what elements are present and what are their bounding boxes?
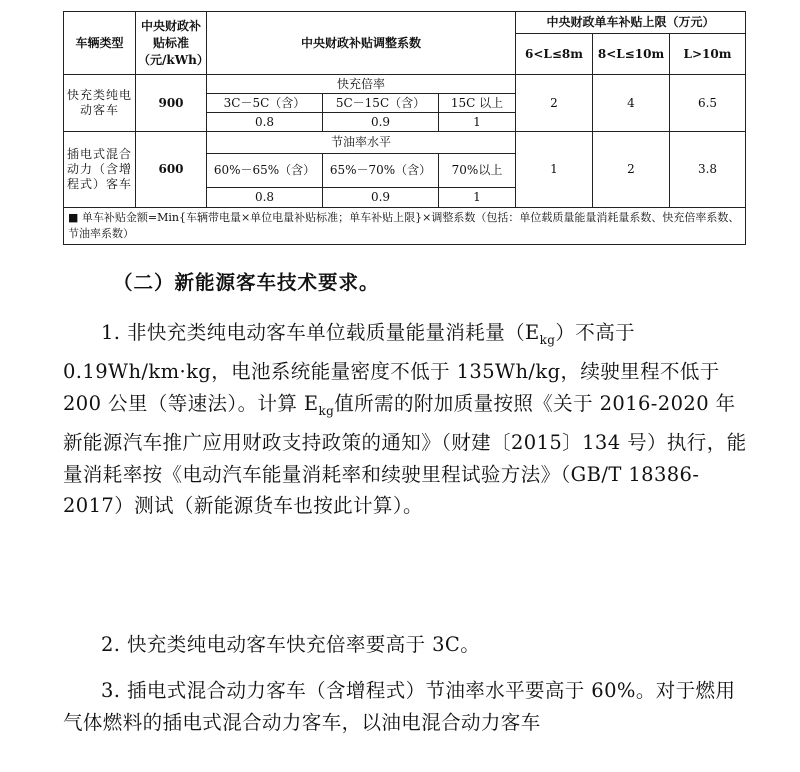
coefficient-cell: 1 [439, 113, 516, 132]
cap-cell: 1 [516, 132, 593, 208]
header-adjust-coefficient: 中央财政补贴调整系数 [207, 12, 516, 75]
subscript-kg: kg [318, 403, 335, 418]
subsidy-standard-cell: 900 [136, 75, 207, 132]
cap-cell: 3.8 [670, 132, 746, 208]
paragraph-1-part-b: ）不高于 0.19Wh/km·kg，电池系统能量密度不低于 135Wh/kg，续驶里程不低于 200 公里（等速法）。计算 E [63, 321, 720, 415]
subscript-kg: kg [539, 332, 556, 347]
vehicle-type-cell: 快充类纯电动客车 [64, 75, 136, 132]
cap-cell: 6.5 [670, 75, 746, 132]
coefficient-cell: 1 [439, 188, 516, 208]
coefficient-cell: 0.8 [207, 188, 323, 208]
header-subsidy-cap: 中央财政单车补贴上限（万元） [516, 12, 746, 34]
rate-range-cell: 65%－70%（含） [323, 154, 439, 188]
cap-range: 6<L≤8m [516, 34, 593, 75]
paragraph-3: 3. 插电式混合动力客车（含增程式）节油率水平要高于 60%。对于燃用气体燃料的插电式混合动力客车，以油电混合动力客车 [63, 679, 736, 734]
cap-cell: 2 [516, 75, 593, 132]
header-subsidy-standard: 中央财政补贴标准（元/kWh） [136, 12, 207, 75]
cap-cell: 4 [593, 75, 670, 132]
rate-range-cell: 3C－5C（含） [207, 94, 323, 113]
rate-range-cell: 5C－15C（含） [323, 94, 439, 113]
coefficient-cell: 0.8 [207, 113, 323, 132]
header-vehicle-type: 车辆类型 [64, 12, 136, 75]
vehicle-type-cell: 插电式混合动力（含增程式）客车 [64, 132, 136, 208]
subsidy-standard-cell: 600 [136, 132, 207, 208]
coefficient-subheader: 快充倍率 [207, 75, 516, 94]
coefficient-subheader: 节油率水平 [207, 132, 516, 154]
table-note: ■ 单车补贴金额=Min{车辆带电量×单位电量补贴标准；单车补贴上限}×调整系数（包括：单位载质量能量消耗量系数、快充倍率系数、节油率系数） [64, 208, 746, 245]
coefficient-cell: 0.9 [323, 188, 439, 208]
section-heading: （二）新能源客车技术要求。 [113, 271, 380, 294]
paragraph-2: 2. 快充类纯电动客车快充倍率要高于 3C。 [101, 633, 481, 656]
cap-cell: 2 [593, 132, 670, 208]
paragraph-1-part-c: 值所需的附加质量按照《关于 2016-2020 年新能源汽车推广应用财政支持政策的通知》（财建〔2015〕134 号）执行，能量消耗率按《电动汽车能量消耗率和续驶里程试验方法》（GB/T 18386-2017）测试（新能源货车也按此计算）。 [63, 391, 747, 518]
paragraph-1-part-a: 1. 非快充类纯电动客车单位载质量能量消耗量（E [101, 321, 540, 344]
coefficient-cell: 0.9 [323, 113, 439, 132]
subsidy-table [63, 11, 746, 245]
rate-range-cell: 15C 以上 [439, 94, 516, 113]
rate-range-cell: 70%以上 [439, 154, 516, 188]
rate-range-cell: 60%－65%（含） [207, 154, 323, 188]
cap-range: L>10m [670, 34, 746, 75]
cap-range: 8<L≤10m [593, 34, 670, 75]
paragraph-1 [63, 317, 748, 522]
